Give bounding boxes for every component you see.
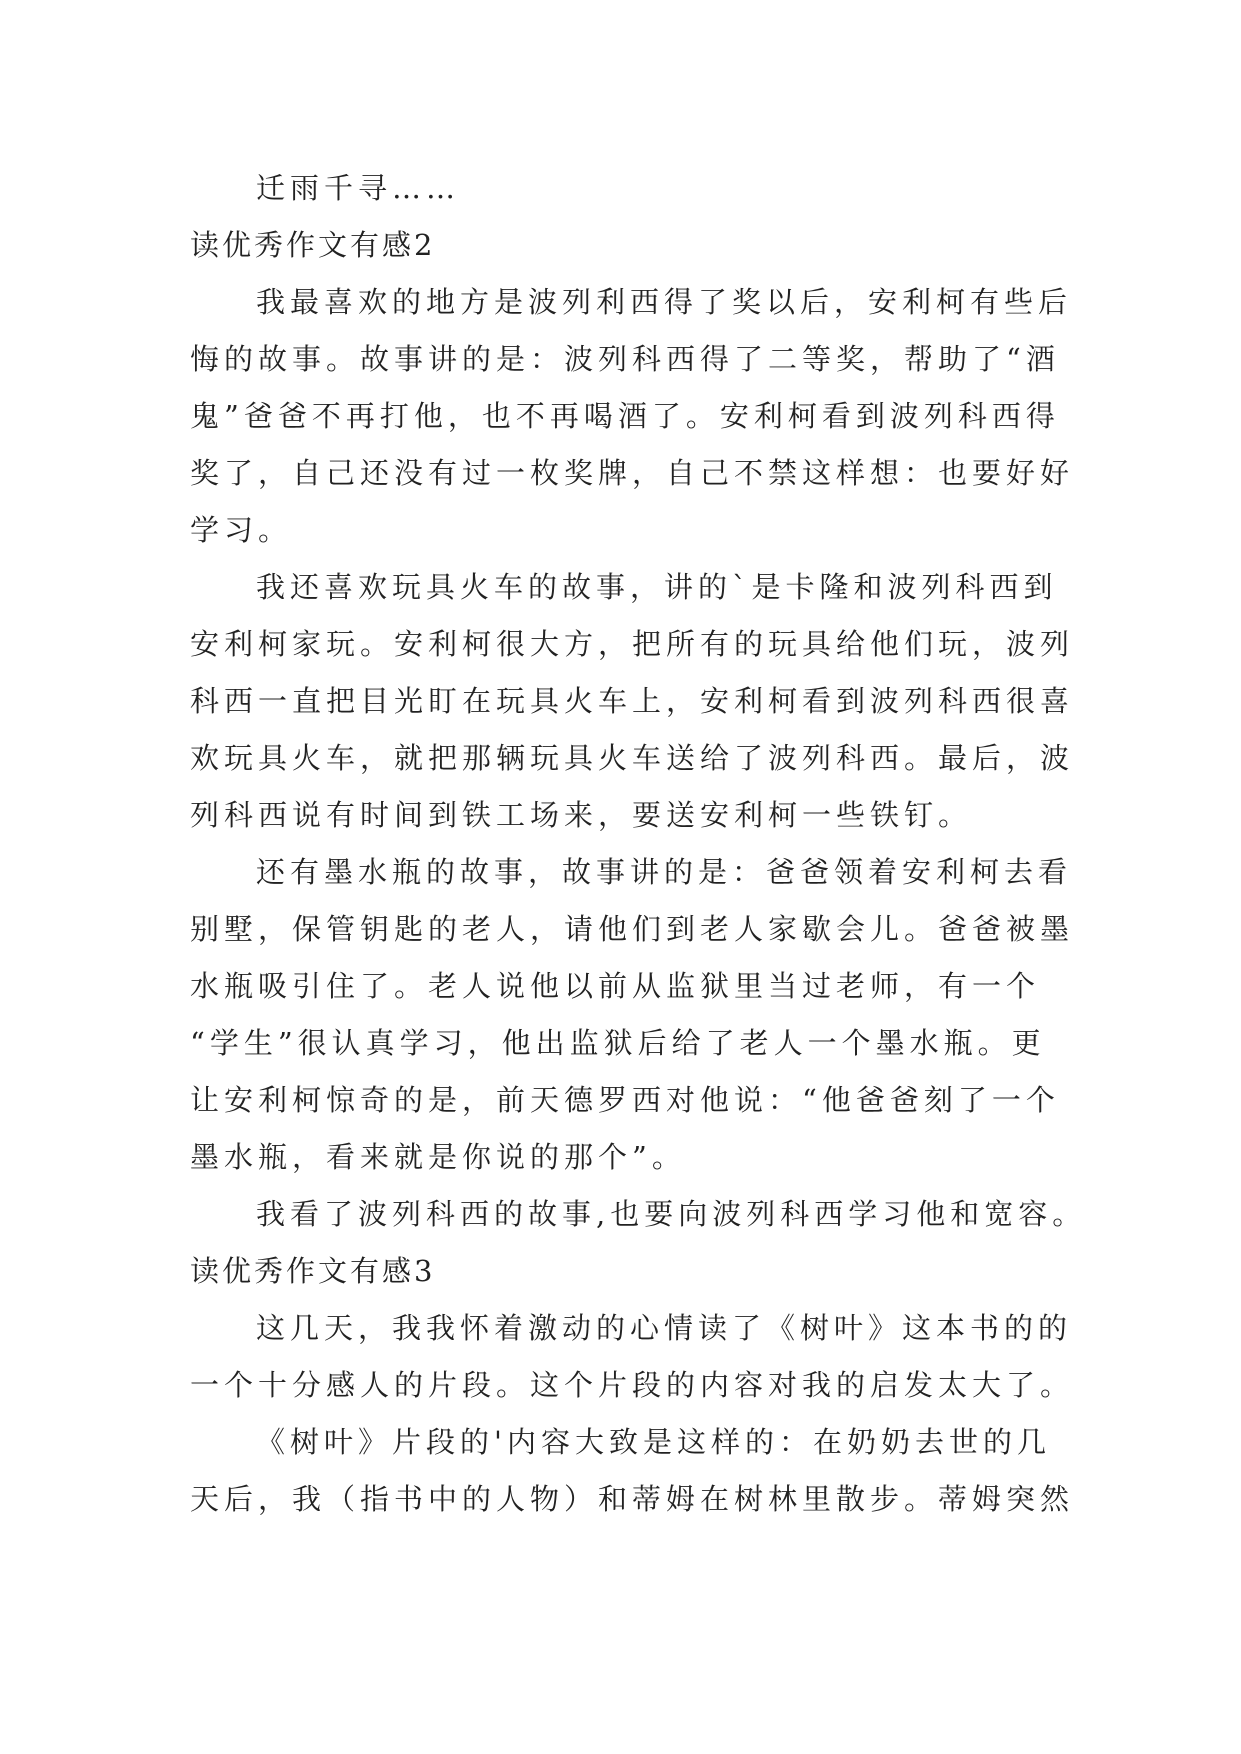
essay-title-2: 读优秀作文有感2 [190,228,436,262]
text-line: 还有墨水瓶的故事，故事讲的是：爸爸领着安利柯去看 [256,855,1073,889]
text-line: 墨水瓶，看来就是你说的那个”。 [190,1140,686,1174]
text-line: 迁雨千寻…… [256,171,461,205]
text-line: 奖了，自己还没有过一枚奖牌，自己不禁这样想：也要好好 [190,456,1075,490]
text-line: 悔的故事。故事讲的是：波列科西得了二等奖，帮助了“酒 [190,342,1060,376]
text-line: “学生”很认真学习，他出监狱后给了老人一个墨水瓶。更 [190,1026,1046,1060]
text-line: 我最喜欢的地方是波列利西得了奖以后，安利柯有些后 [256,285,1073,319]
text-line: 天后，我（指书中的人物）和蒂姆在树林里散步。蒂姆突然 [190,1482,1075,1516]
document-body [190,160,1087,1528]
text-line: 别墅，保管钥匙的老人，请他们到老人家歇会儿。爸爸被墨 [190,912,1075,946]
paragraph-3-1 [190,1300,1075,1414]
paragraph-closing-1 [190,160,1058,217]
text-line: 水瓶吸引住了。老人说他以前从监狱里当过老师，有一个 [190,969,1041,1003]
text-line: 这几天，我我怀着激动的心情读了《树叶》这本书的的 [256,1311,1073,1345]
essay-title-3: 读优秀作文有感3 [190,1254,436,1288]
text-line: 《树叶》片段的'内容大致是这样的：在奶奶去世的几 [256,1425,1051,1459]
paragraph-2-4 [190,1186,1087,1243]
text-line: 鬼”爸爸不再打他，也不再喝酒了。安利柯看到波列科西得 [190,399,1060,433]
paragraph-2-3 [190,844,1075,1186]
paragraph-2-2 [190,559,1075,844]
text-line: 我还喜欢玩具火车的故事，讲的`是卡隆和波列科西到 [256,570,1058,604]
paragraph-3-2 [190,1414,1075,1528]
text-line: 列科西说有时间到铁工场来，要送安利柯一些铁钉。 [190,798,973,832]
text-line: 学习。 [190,513,293,547]
text-line: 科西一直把目光盯在玩具火车上，安利柯看到波列科西很喜 [190,684,1075,718]
paragraph-2-1 [190,274,1075,559]
text-line: 安利柯家玩。安利柯很大方，把所有的玩具给他们玩，波列 [190,627,1075,661]
text-line: 让安利柯惊奇的是，前天德罗西对他说：“他爸爸刻了一个 [190,1083,1060,1117]
text-line: 一个十分感人的片段。这个片段的内容对我的启发太大了。 [190,1368,1075,1402]
text-line: 我看了波列科西的故事,也要向波列科西学习他和宽容。 [256,1197,1087,1231]
text-line: 欢玩具火车，就把那辆玩具火车送给了波列科西。最后，波 [190,741,1075,775]
